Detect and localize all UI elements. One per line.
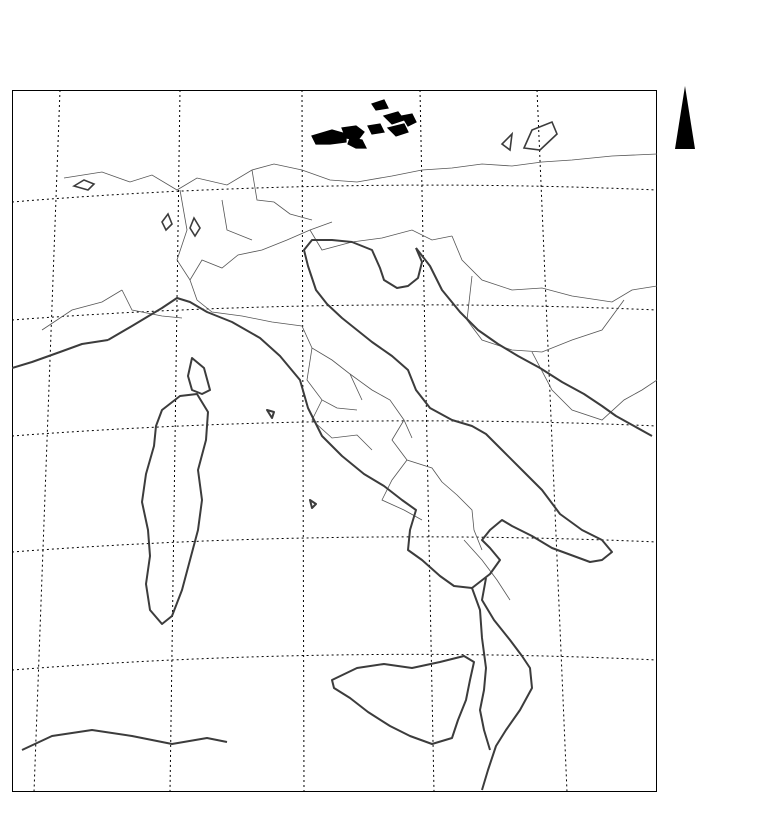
legend-arrow-top xyxy=(675,86,695,149)
color-legend xyxy=(660,86,760,746)
precipitation-map xyxy=(12,90,657,792)
